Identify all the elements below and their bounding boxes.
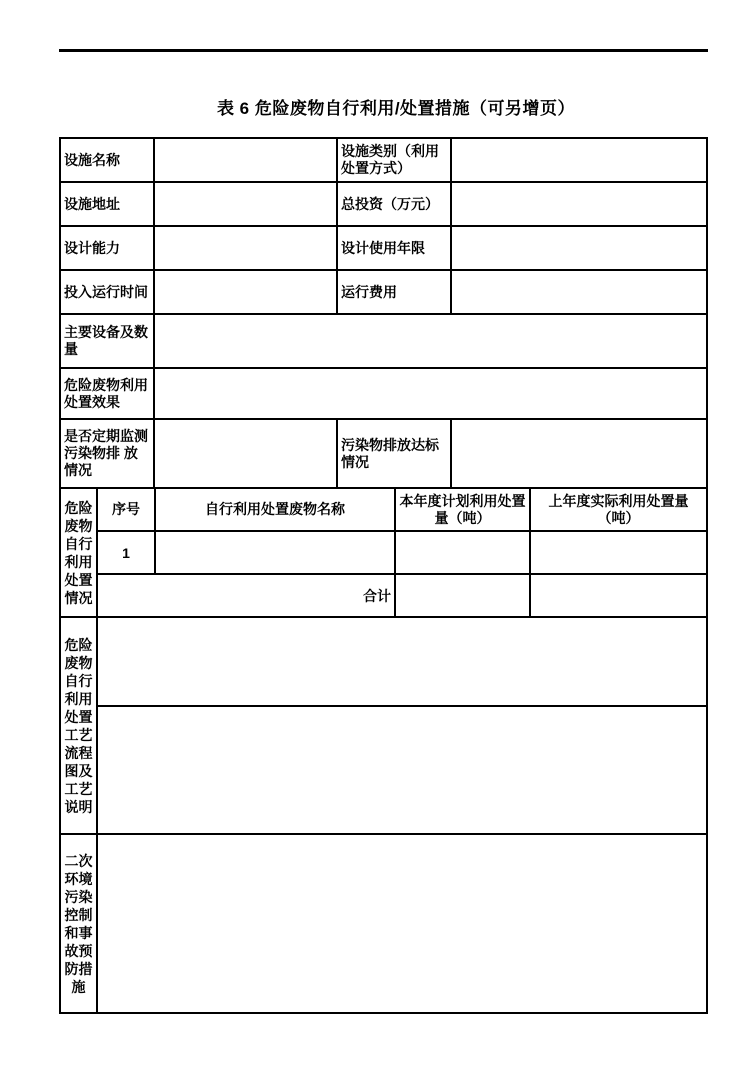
main-equipment-value-cell xyxy=(155,315,706,367)
planned-amount-header: 本年度计划利用处置量（吨） xyxy=(396,489,531,530)
main-equipment-label: 主要设备及数量 xyxy=(61,315,155,367)
process-flow-diagram-cell xyxy=(98,618,706,705)
actual-amount-cell xyxy=(531,532,706,573)
total-row xyxy=(98,575,706,616)
design-capacity-value-cell xyxy=(155,227,338,269)
process-description-cell xyxy=(98,707,706,833)
total-planned-cell xyxy=(396,575,531,616)
operation-start-value-cell xyxy=(155,271,338,313)
design-service-life-label: 设计使用年限 xyxy=(338,227,452,269)
facility-category-value-cell xyxy=(452,139,706,181)
table-row xyxy=(98,532,706,575)
facility-address-value-cell xyxy=(155,183,338,225)
process-side-label: 危险废物自行利用处置工艺流程图及工艺说明 xyxy=(61,618,98,833)
total-actual-cell xyxy=(531,575,706,616)
facility-name-value-cell xyxy=(155,139,338,181)
secondary-pollution-content-cell xyxy=(98,835,706,1012)
emission-compliance-label: 污染物排放达标情况 xyxy=(338,420,452,487)
total-investment-value-cell xyxy=(452,183,706,225)
operation-cost-value-cell xyxy=(452,271,706,313)
actual-amount-header: 上年度实际利用处置量（吨） xyxy=(548,492,689,526)
page-title: 表 6 危险废物自行利用/处置措施（可另增页） xyxy=(216,99,576,118)
process-subarea xyxy=(98,618,706,833)
planned-amount-cell xyxy=(396,532,531,573)
monitoring-label: 是否定期监测污染物排 放情况 xyxy=(61,420,155,487)
self-use-side-label: 危险废物自行利用处置情况 xyxy=(61,489,98,616)
emission-compliance-value-cell xyxy=(452,420,706,487)
design-service-life-value-cell xyxy=(452,227,706,269)
facility-name-label: 设施名称 xyxy=(61,139,155,181)
utilization-effect-value-cell xyxy=(155,369,706,418)
form-table xyxy=(59,137,708,1014)
operation-cost-label: 运行费用 xyxy=(338,271,452,313)
self-use-subtable xyxy=(98,489,706,616)
operation-start-label: 投入运行时间 xyxy=(61,271,155,313)
secondary-pollution-side-label: 二次环境污染控制和事故预防措施 xyxy=(61,835,98,1012)
header-rule xyxy=(59,49,708,52)
waste-name-header: 自行利用处置废物名称 xyxy=(156,489,396,530)
total-label-cell: 合计 xyxy=(98,575,396,616)
index-header: 序号 xyxy=(98,489,156,530)
waste-name-cell xyxy=(156,532,396,573)
facility-address-label: 设施地址 xyxy=(61,183,155,225)
facility-category-label: 设施类别（利用处置方式） xyxy=(338,139,452,181)
total-investment-label: 总投资（万元） xyxy=(338,183,452,225)
design-capacity-label: 设计能力 xyxy=(61,227,155,269)
row-index-cell: 1 xyxy=(98,532,156,573)
monitoring-value-cell xyxy=(155,420,338,487)
utilization-effect-label: 危险废物利用处置效果 xyxy=(61,369,155,418)
